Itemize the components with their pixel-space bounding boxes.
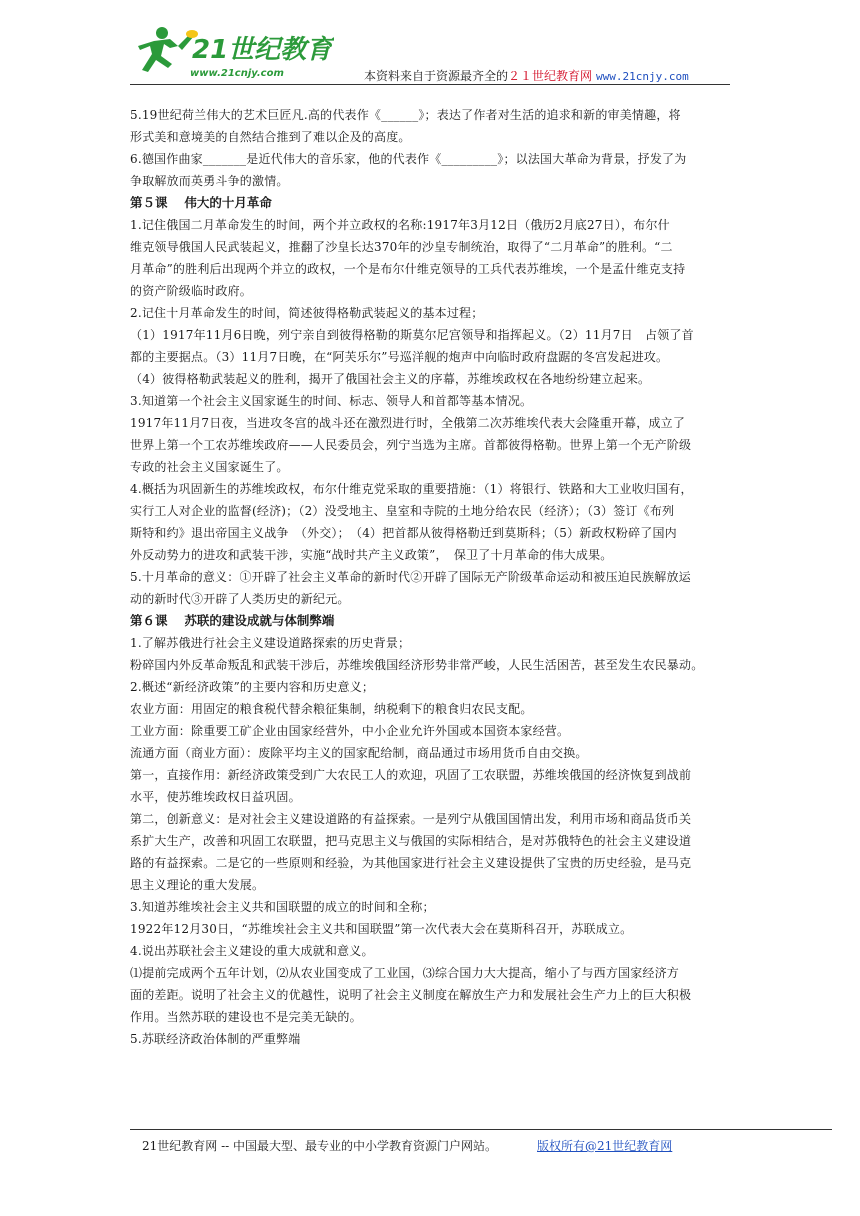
header-note xyxy=(364,67,689,84)
text-line: 4.说出苏联社会主义建设的重大成就和意义。 xyxy=(130,944,374,958)
text-line: 第二，创新意义：是对社会主义建设道路的有益探索。一是列宁从俄国国情出发，利用市场和商品货币关 xyxy=(130,812,692,826)
text-line: （4）彼得格勒武装起义的胜利，揭开了俄国社会主义的序幕，苏维埃政权在各地纷纷建立起来。 xyxy=(130,372,651,386)
text-line: 争取解放而英勇斗争的激情。 xyxy=(130,174,289,188)
text-line: 第一，直接作用：新经济政策受到广大农民工人的欢迎，巩固了工农联盟，苏维埃俄国的经济恢复到战前 xyxy=(130,768,692,782)
document-body xyxy=(130,104,730,1050)
text-line: ⑴提前完成两个五年计划，⑵从农业国变成了工业国，⑶综合国力大大提高，缩小了与西方国家经济方 xyxy=(130,966,680,980)
runner-icon xyxy=(138,27,198,72)
text-line: 5.十月革命的意义：①开辟了社会主义革命的新时代②开辟了国际无产阶级革命运动和被压迫民族解放运 xyxy=(130,570,691,584)
text-line: 月革命”的胜利后出现两个并立的政权，一个是布尔什维克领导的工兵代表苏维埃，一个是孟什维克支持 xyxy=(130,262,686,276)
text-line: 2.记住十月革命发生的时间，简述彼得格勒武装起义的基本过程； xyxy=(130,306,484,320)
text-line: 粉碎国内外反革命叛乱和武装干涉后，苏维埃俄国经济形势非常严峻，人民生活困苦，甚至发生农民暴动。 xyxy=(130,658,704,672)
text-line: 1.了解苏俄进行社会主义建设道路探索的历史背景； xyxy=(130,636,411,650)
text-line: 1922年12月30日，“苏维埃社会主义共和国联盟”第一次代表大会在莫斯科召开，苏联成立。 xyxy=(130,922,633,936)
lesson-heading: 第５课 伟大的十月革命 xyxy=(130,195,272,210)
header-note-prefix: 本资料来自于资源最齐全的 xyxy=(364,69,509,83)
text-line: 动的新时代③开辟了人类历史的新纪元。 xyxy=(130,592,350,606)
header-note-url[interactable]: www.21cnjy.com xyxy=(596,70,689,83)
text-line: 2.概述“新经济政策”的主要内容和历史意义； xyxy=(130,680,375,694)
text-line: 路的有益探索。二是它的一些原则和经验，为其他国家进行社会主义建设提供了宝贵的历史经验，是马克 xyxy=(130,856,692,870)
text-line: 形式美和意境美的自然结合推到了难以企及的高度。 xyxy=(130,130,411,144)
text-line: 水平，使苏维埃政权日益巩固。 xyxy=(130,790,301,804)
footer-divider xyxy=(130,1129,832,1130)
text-line: （1）1917年11月6日晚，列宁亲自到彼得格勒的斯莫尔尼宫领导和指挥起义。（2）11月7日 占领了首 xyxy=(130,328,694,342)
text-line: 6.德国作曲家_______是近代伟大的音乐家，他的代表作《_________》；以法国大革命为背景，抒发了为 xyxy=(130,152,687,166)
text-line: 系扩大生产，改善和巩固工农联盟，把马克思主义与俄国的实际相结合，是对苏俄特色的社会主义建设道 xyxy=(130,834,692,848)
text-line: 5.苏联经济政治体制的严重弊端 xyxy=(130,1032,301,1046)
text-line: 实行工人对企业的监督(经济)；（2）没受地主、皇室和寺院的土地分给农民（经济）；（3）签订《布列 xyxy=(130,504,675,518)
text-line: 4.概括为巩固新生的苏维埃政权，布尔什维克党采取的重要措施：（1）将银行、铁路和大工业收归国有， xyxy=(130,482,693,496)
logo-url: www.21cnjy.com xyxy=(190,68,284,79)
site-logo[interactable] xyxy=(134,24,334,84)
text-line: 维克领导俄国人民武装起义，推翻了沙皇长达370年的沙皇专制统治，取得了“二月革命”的胜利。“二 xyxy=(130,240,673,254)
text-line: 1.记住俄国二月革命发生的时间，两个并立政权的名称:1917年3月12日（俄历2月底27日），布尔什 xyxy=(130,218,670,232)
logo-text: 21世纪教育 xyxy=(192,35,333,65)
text-line: 都的主要据点。（3）11月7日晚，在“阿芙乐尔”号巡洋舰的炮声中向临时政府盘踞的冬宫发起进攻。 xyxy=(130,350,669,364)
text-line: 工业方面：除重要工矿企业由国家经营外，中小企业允许外国或本国资本家经营。 xyxy=(130,724,570,738)
page-header xyxy=(0,0,860,90)
text-line: 面的差距。说明了社会主义的优越性，说明了社会主义制度在解放生产力和发展社会生产力上的巨大积极 xyxy=(130,988,692,1002)
header-note-site[interactable]: ２１世纪教育网 xyxy=(508,69,593,83)
copyright-link[interactable]: 版权所有@21世纪教育网 xyxy=(537,1139,673,1153)
text-line: 5.19世纪荷兰伟大的艺术巨匠凡.高的代表作《______》；表达了作者对生活的追求和新的审美情趣，将 xyxy=(130,108,681,122)
text-line: 的资产阶级临时政府。 xyxy=(130,284,253,298)
text-line: 思主义理论的重大发展。 xyxy=(130,878,265,892)
text-line: 斯特和约》退出帝国主义战争 （外交）； （4）把首都从彼得格勒迁到莫斯科；（5）新政权粉碎了国内 xyxy=(130,526,677,540)
text-line: 外反动势力的进攻和武装干涉，实施“战时共产主义政策”， 保卫了十月革命的伟大成果。 xyxy=(130,548,613,562)
lesson-heading: 第６课 苏联的建设成就与体制弊端 xyxy=(130,613,335,628)
text-line: 3.知道苏维埃社会主义共和国联盟的成立的时间和全称； xyxy=(130,900,435,914)
text-line: 流通方面（商业方面）：废除平均主义的国家配给制，商品通过市场用货币自由交换。 xyxy=(130,746,588,760)
page-footer xyxy=(142,1137,672,1154)
footer-text: 21世纪教育网 -- 中国最大型、最专业的中小学教育资源门户网站。 xyxy=(142,1139,498,1153)
text-line: 3.知道第一个社会主义国家诞生的时间、标志、领导人和首都等基本情况。 xyxy=(130,394,533,408)
text-line: 专政的社会主义国家诞生了。 xyxy=(130,460,289,474)
text-line: 世界上第一个工农苏维埃政府——人民委员会，列宁当选为主席。首都彼得格勒。世界上第一个无产阶级 xyxy=(130,438,692,452)
text-line: 1917年11月7日夜，当进攻冬宫的战斗还在激烈进行时，全俄第二次苏维埃代表大会隆重开幕，成立了 xyxy=(130,416,686,430)
header-divider xyxy=(130,84,730,85)
text-line: 作用。当然苏联的建设也不是完美无缺的。 xyxy=(130,1010,362,1024)
text-line: 农业方面：用固定的粮食税代替余粮征集制，纳税剩下的粮食归农民支配。 xyxy=(130,702,533,716)
